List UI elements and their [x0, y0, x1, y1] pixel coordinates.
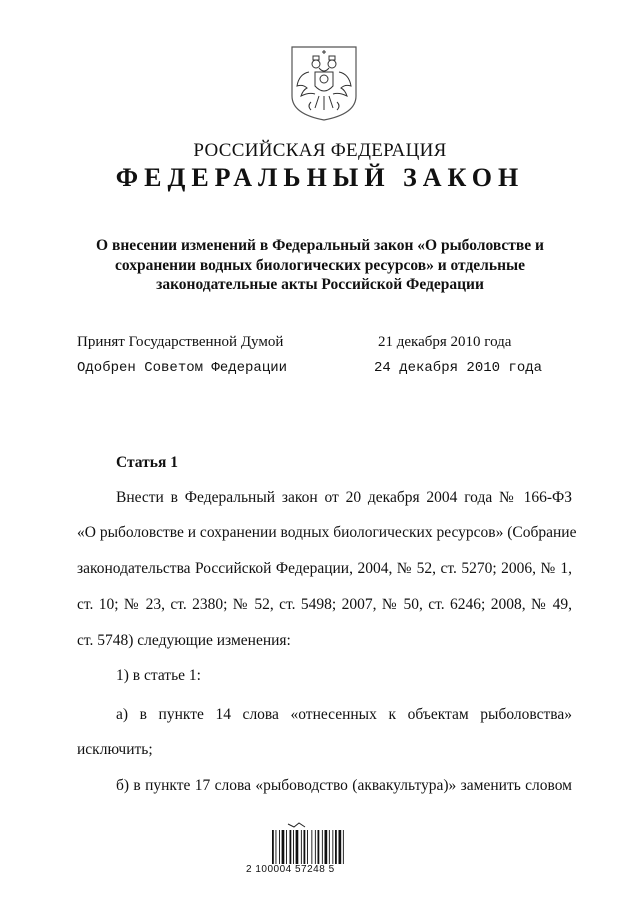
article-text-line: исключить; — [77, 741, 153, 758]
barcode-bar — [339, 830, 342, 864]
barcode-bar — [343, 830, 344, 864]
barcode-bar — [315, 830, 316, 864]
law-subject-line: законодательные акты Российской Федерации — [156, 276, 484, 293]
barcode-bar — [325, 830, 328, 864]
law-subject — [0, 236, 640, 295]
article-text-line: законодательства Российской Федерации, 2004, № 52, ст. 5270; 2006, № 1, — [77, 560, 572, 577]
barcode-bar — [282, 830, 285, 864]
barcode-number: 2 100004 57248 5 — [246, 864, 335, 875]
barcode-bar — [279, 830, 280, 864]
article-text-line: б) в пункте 17 слова «рыбоводство (аквакультура)» заменить словом — [116, 777, 572, 794]
article-text-line: а) в пункте 14 слова «отнесенных к объектам рыболовства» — [116, 706, 572, 723]
coat-of-arms-emblem — [289, 44, 359, 122]
barcode-bar — [322, 830, 323, 864]
barcode-bar — [311, 830, 312, 864]
law-subject-line: сохранении водных биологических ресурсов» и отдельные — [115, 256, 525, 274]
law-subject-line: О внесении изменений в Федеральный закон «О рыболовстве и — [96, 237, 544, 254]
country-heading: РОССИЙСКАЯ ФЕДЕРАЦИЯ — [193, 140, 447, 161]
barcode-bar — [276, 830, 277, 864]
law-type-heading: ФЕДЕРАЛЬНЫЙ ЗАКОН — [115, 163, 525, 192]
duma-adoption-date: 21 декабря 2010 года — [378, 334, 512, 350]
article-text-line: Внести в Федеральный закон от 20 декабря 2004 года № 166-ФЗ — [116, 489, 572, 506]
council-approval-date: 24 декабря 2010 года — [374, 360, 543, 376]
article-text-line: ст. 5748) следующие изменения: — [77, 632, 291, 649]
barcode-mark-icon — [288, 823, 305, 827]
barcode-bar — [335, 830, 337, 864]
duma-adoption-label: Принят Государственной Думой — [77, 334, 284, 350]
barcode-bar — [272, 830, 274, 864]
barcode-bar — [296, 830, 299, 864]
barcode-bar — [332, 830, 333, 864]
barcode-bar — [304, 830, 306, 864]
barcode-bar — [293, 830, 294, 864]
barcode-bar — [301, 830, 302, 864]
article-text-line: ст. 10; № 23, ст. 2380; № 52, ст. 5498; 2007, № 50, ст. 6246; 2008, № 49, — [77, 596, 572, 613]
article-text-line: «О рыболовстве и сохранении водных биологических ресурсов» (Собрание — [77, 524, 577, 541]
council-approval-label: Одобрен Советом Федерации — [77, 360, 288, 376]
barcode-bar — [290, 830, 292, 864]
barcode-bar — [286, 830, 287, 864]
barcode-bar — [329, 830, 330, 864]
barcode-bar — [307, 830, 308, 864]
article-text-line: 1) в статье 1: — [116, 667, 201, 684]
article-title: Статья 1 — [116, 454, 178, 471]
barcode-bar — [318, 830, 320, 864]
